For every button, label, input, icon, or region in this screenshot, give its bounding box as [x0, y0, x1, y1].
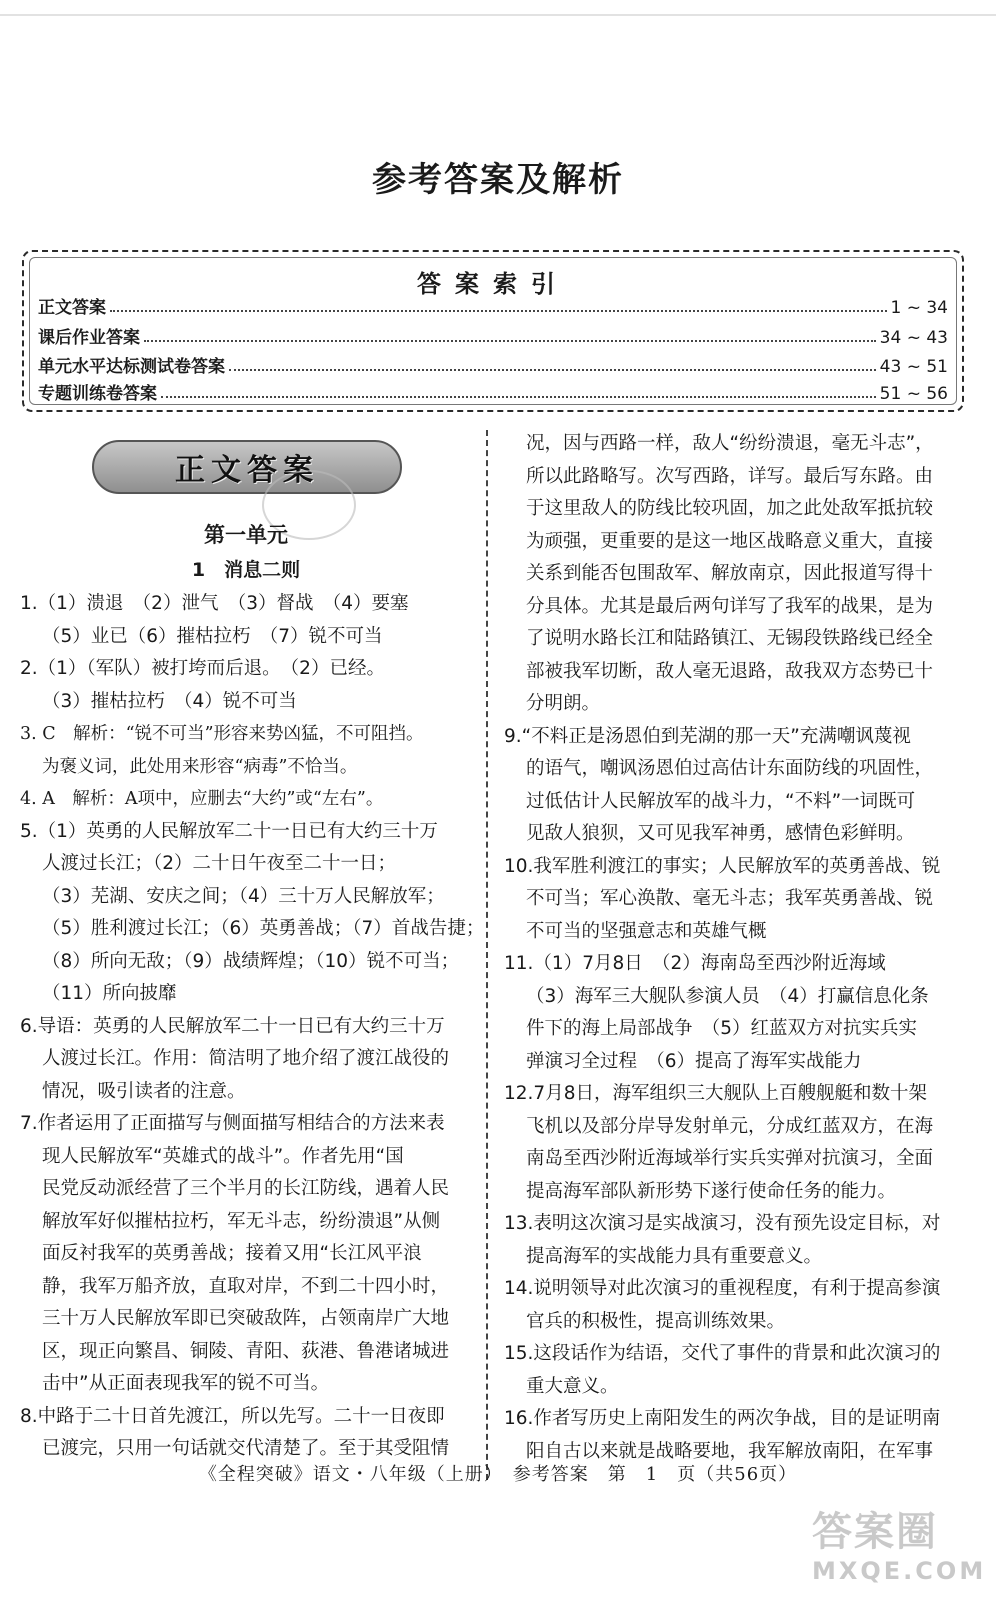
answer-line: 为顽强，更重要的是这一地区战略意义重大，直接 [526, 530, 934, 552]
unit-heading: 第一单元 [204, 523, 288, 547]
answer-line: 3. C 解析：“锐不可当”形容来势凶猛，不可阻挡。 [20, 724, 424, 744]
answer-line: 飞机以及部分岸导发射单元，分成红蓝双方，在海 [526, 1115, 934, 1137]
answer-index-heading: 答案索引 [417, 269, 569, 298]
section-badge-label: 正文答案 [175, 453, 319, 488]
section-badge [92, 440, 402, 494]
answer-line: 所以此路略写。次写西路，详写。最后写东路。由 [526, 465, 934, 487]
dot-leader [110, 310, 887, 312]
answer-line: 的语气，嘲讽汤恩伯过高估计东面防线的巩固性， [526, 758, 934, 779]
answer-line: 15.这段话作为结语，交代了事件的背景和此次演习的 [504, 1343, 941, 1364]
index-row-label: 课后作业答案 [38, 328, 140, 348]
answer-line: 分明朗。 [526, 693, 601, 714]
top-rule [0, 14, 996, 16]
answer-line: 击中”从正面表现我军的锐不可当。 [42, 1373, 330, 1394]
answer-line: 情况，吸引读者的注意。 [42, 1080, 246, 1102]
answer-line: 已渡完，只用一句话就交代清楚了。至于其受阻情 [42, 1438, 450, 1459]
answer-line: 重大意义。 [526, 1375, 619, 1397]
answer-line: 6.导语：英勇的人民解放军二十一日已有大约三十万 [20, 1015, 445, 1037]
index-row-label: 单元水平达标测试卷答案 [38, 357, 225, 377]
column-divider [486, 430, 488, 1480]
answer-line: 官兵的积极性，提高训练效果。 [526, 1310, 786, 1332]
answer-line: 16.作者写历史上南阳发生的两次争战，目的是证明南 [504, 1408, 941, 1429]
answer-line: 区，现正向繁昌、铜陵、青阳、荻港、鲁港诸城进 [42, 1340, 450, 1362]
dot-leader [144, 340, 876, 342]
dot-leader [161, 396, 876, 398]
answer-line: 解放军好似摧枯拉朽，军无斗志，纷纷溃退”从侧 [42, 1210, 441, 1232]
answer-line: 弹演习全过程 （6）提高了海军实战能力 [526, 1050, 862, 1072]
index-row [38, 292, 948, 318]
answer-line: 12.7月8日，海军组织三大舰队上百艘舰艇和数十架 [504, 1083, 927, 1104]
answer-line: 况，因与西路一样，敌人“纷纷溃退，毫无斗志”， [526, 433, 934, 454]
answer-line: 分具体。尤其是最后两句详写了我军的战果，是为 [526, 595, 934, 617]
index-row-pages: 43 ~ 51 [879, 357, 948, 377]
index-row-pages: 1 ~ 34 [890, 298, 948, 318]
index-row [38, 351, 948, 377]
answer-line: 于这里敌人的防线比较巩固，加之此处敌军抵抗较 [526, 498, 934, 519]
answer-line: 人渡过长江。作用：简洁明了地介绍了渡江战役的 [42, 1048, 450, 1069]
watermark-logo [812, 1500, 987, 1590]
page-title: 参考答案及解析 [372, 160, 624, 200]
watermark-logo-url: MXQE.COM [812, 1557, 987, 1585]
answer-line: （11）所向披靡 [42, 983, 177, 1004]
answer-line: 提高海军部队新形势下遂行使命任务的能力。 [526, 1180, 897, 1202]
lesson-heading: 1 消息二则 [191, 558, 301, 581]
answer-line: （5）业已（6）摧枯拉朽 （7）锐不可当 [42, 625, 383, 647]
answer-line: 静，我军万船齐放，直取对岸，不到二十四小时， [42, 1275, 450, 1297]
index-row-pages: 34 ~ 43 [879, 328, 948, 348]
answer-line: 见敌人狼狈，又可见我军神勇，感情色彩鲜明。 [526, 823, 915, 844]
answer-line: 14.说明领导对此次演习的重视程度，有利于提高参演 [504, 1278, 941, 1299]
answer-line: （3）摧枯拉朽 （4）锐不可当 [42, 690, 297, 712]
left-column [20, 515, 485, 1466]
answer-line: 部被我军切断，敌人毫无退路，敌我双方态势已十 [526, 660, 934, 682]
answer-line: （8）所向无敌；（9）战绩辉煌；（10）锐不可当； [42, 950, 460, 972]
index-row [38, 378, 948, 404]
answer-line: 现人民解放军“英雄式的战斗”。作者先用“国 [42, 1145, 404, 1167]
answer-line: 了说明水路长江和陆路镇江、无锡段铁路线已经全 [526, 628, 934, 649]
answer-line: 关系到能否包围敌军、解放南京，因此报道写得十 [526, 563, 934, 584]
answer-line: 8.中路于二十日首先渡江，所以先写。二十一日夜即 [20, 1405, 445, 1427]
answer-index-box [22, 250, 964, 412]
watermark-logo-text: 答案圈 [812, 1509, 938, 1555]
answer-line: （3）海军三大舰队参演人员 （4）打赢信息化条 [526, 985, 929, 1007]
answer-line: 13.表明这次演习是实战演习，没有预先设定目标，对 [504, 1213, 941, 1234]
index-row-pages: 51 ~ 56 [879, 384, 948, 404]
answer-line: 4. A 解析：A项中，应删去“大约”或“左右”。 [20, 789, 384, 809]
answer-line: 不可当；军心涣散、毫无斗志；我军英勇善战、锐 [526, 888, 934, 909]
dot-leader [229, 369, 876, 371]
answer-line: 为褒义词，此处用来形容“病毒”不恰当。 [42, 756, 358, 777]
index-row-label: 正文答案 [38, 298, 106, 318]
answer-line: 阳自古以来就是战略要地，我军解放南阳，在军事 [526, 1440, 934, 1462]
answer-line: 10.我军胜利渡江的事实；人民解放军的英勇善战、锐 [504, 855, 941, 877]
answer-line: 5.（1）英勇的人民解放军二十一日已有大约三十万 [20, 820, 438, 842]
answer-line: 南岛至西沙附近海域举行实兵实弹对抗演习，全面 [526, 1148, 934, 1169]
index-row [38, 322, 948, 348]
answer-line: 民党反动派经营了三个半月的长江防线，遇着人民 [42, 1178, 450, 1199]
answer-line: 面反衬我军的英勇善战；接着又用“长江风平浪 [42, 1243, 422, 1264]
page-footer: 《全程突破》语文・八年级（上册） 参考答案 第 1 页（共56页） [198, 1464, 798, 1485]
answer-line: 过低估计人民解放军的战斗力，“不料”一词既可 [526, 790, 916, 812]
answer-line: 2.（1）（军队）被打垮而后退。 （2）已经。 [20, 658, 385, 679]
answer-line: 件下的海上局部战争 （5）红蓝双方对抗实兵实 [526, 1018, 918, 1039]
answer-line: 人渡过长江；（2）二十日午夜至二十一日； [42, 853, 397, 874]
answer-line: 9.“不料正是汤恩伯到芜湖的那一天”充满嘲讽蔑视 [504, 725, 911, 747]
answer-line: 提高海军的实战能力具有重要意义。 [526, 1245, 823, 1267]
right-column [504, 428, 956, 1468]
answer-line: 7.作者运用了正面描写与侧面描写相结合的方法来表 [20, 1113, 445, 1134]
answer-line: 三十万人民解放军即已突破敌阵，占领南岸广大地 [42, 1308, 450, 1329]
answer-line: （3）芜湖、安庆之间；（4）三十万人民解放军； [42, 885, 445, 907]
answer-line: 11.（1）7月8日 （2）海南岛至西沙附近海域 [504, 953, 886, 974]
answer-line: 1.（1）溃退 （2）泄气 （3）督战 （4）要塞 [20, 593, 409, 614]
answer-line: （5）胜利渡过长江；（6）英勇善战；（7）首战告捷； [42, 918, 485, 939]
index-row-label: 专题训练卷答案 [38, 384, 157, 404]
answer-line: 不可当的坚强意志和英雄气概 [526, 920, 767, 942]
